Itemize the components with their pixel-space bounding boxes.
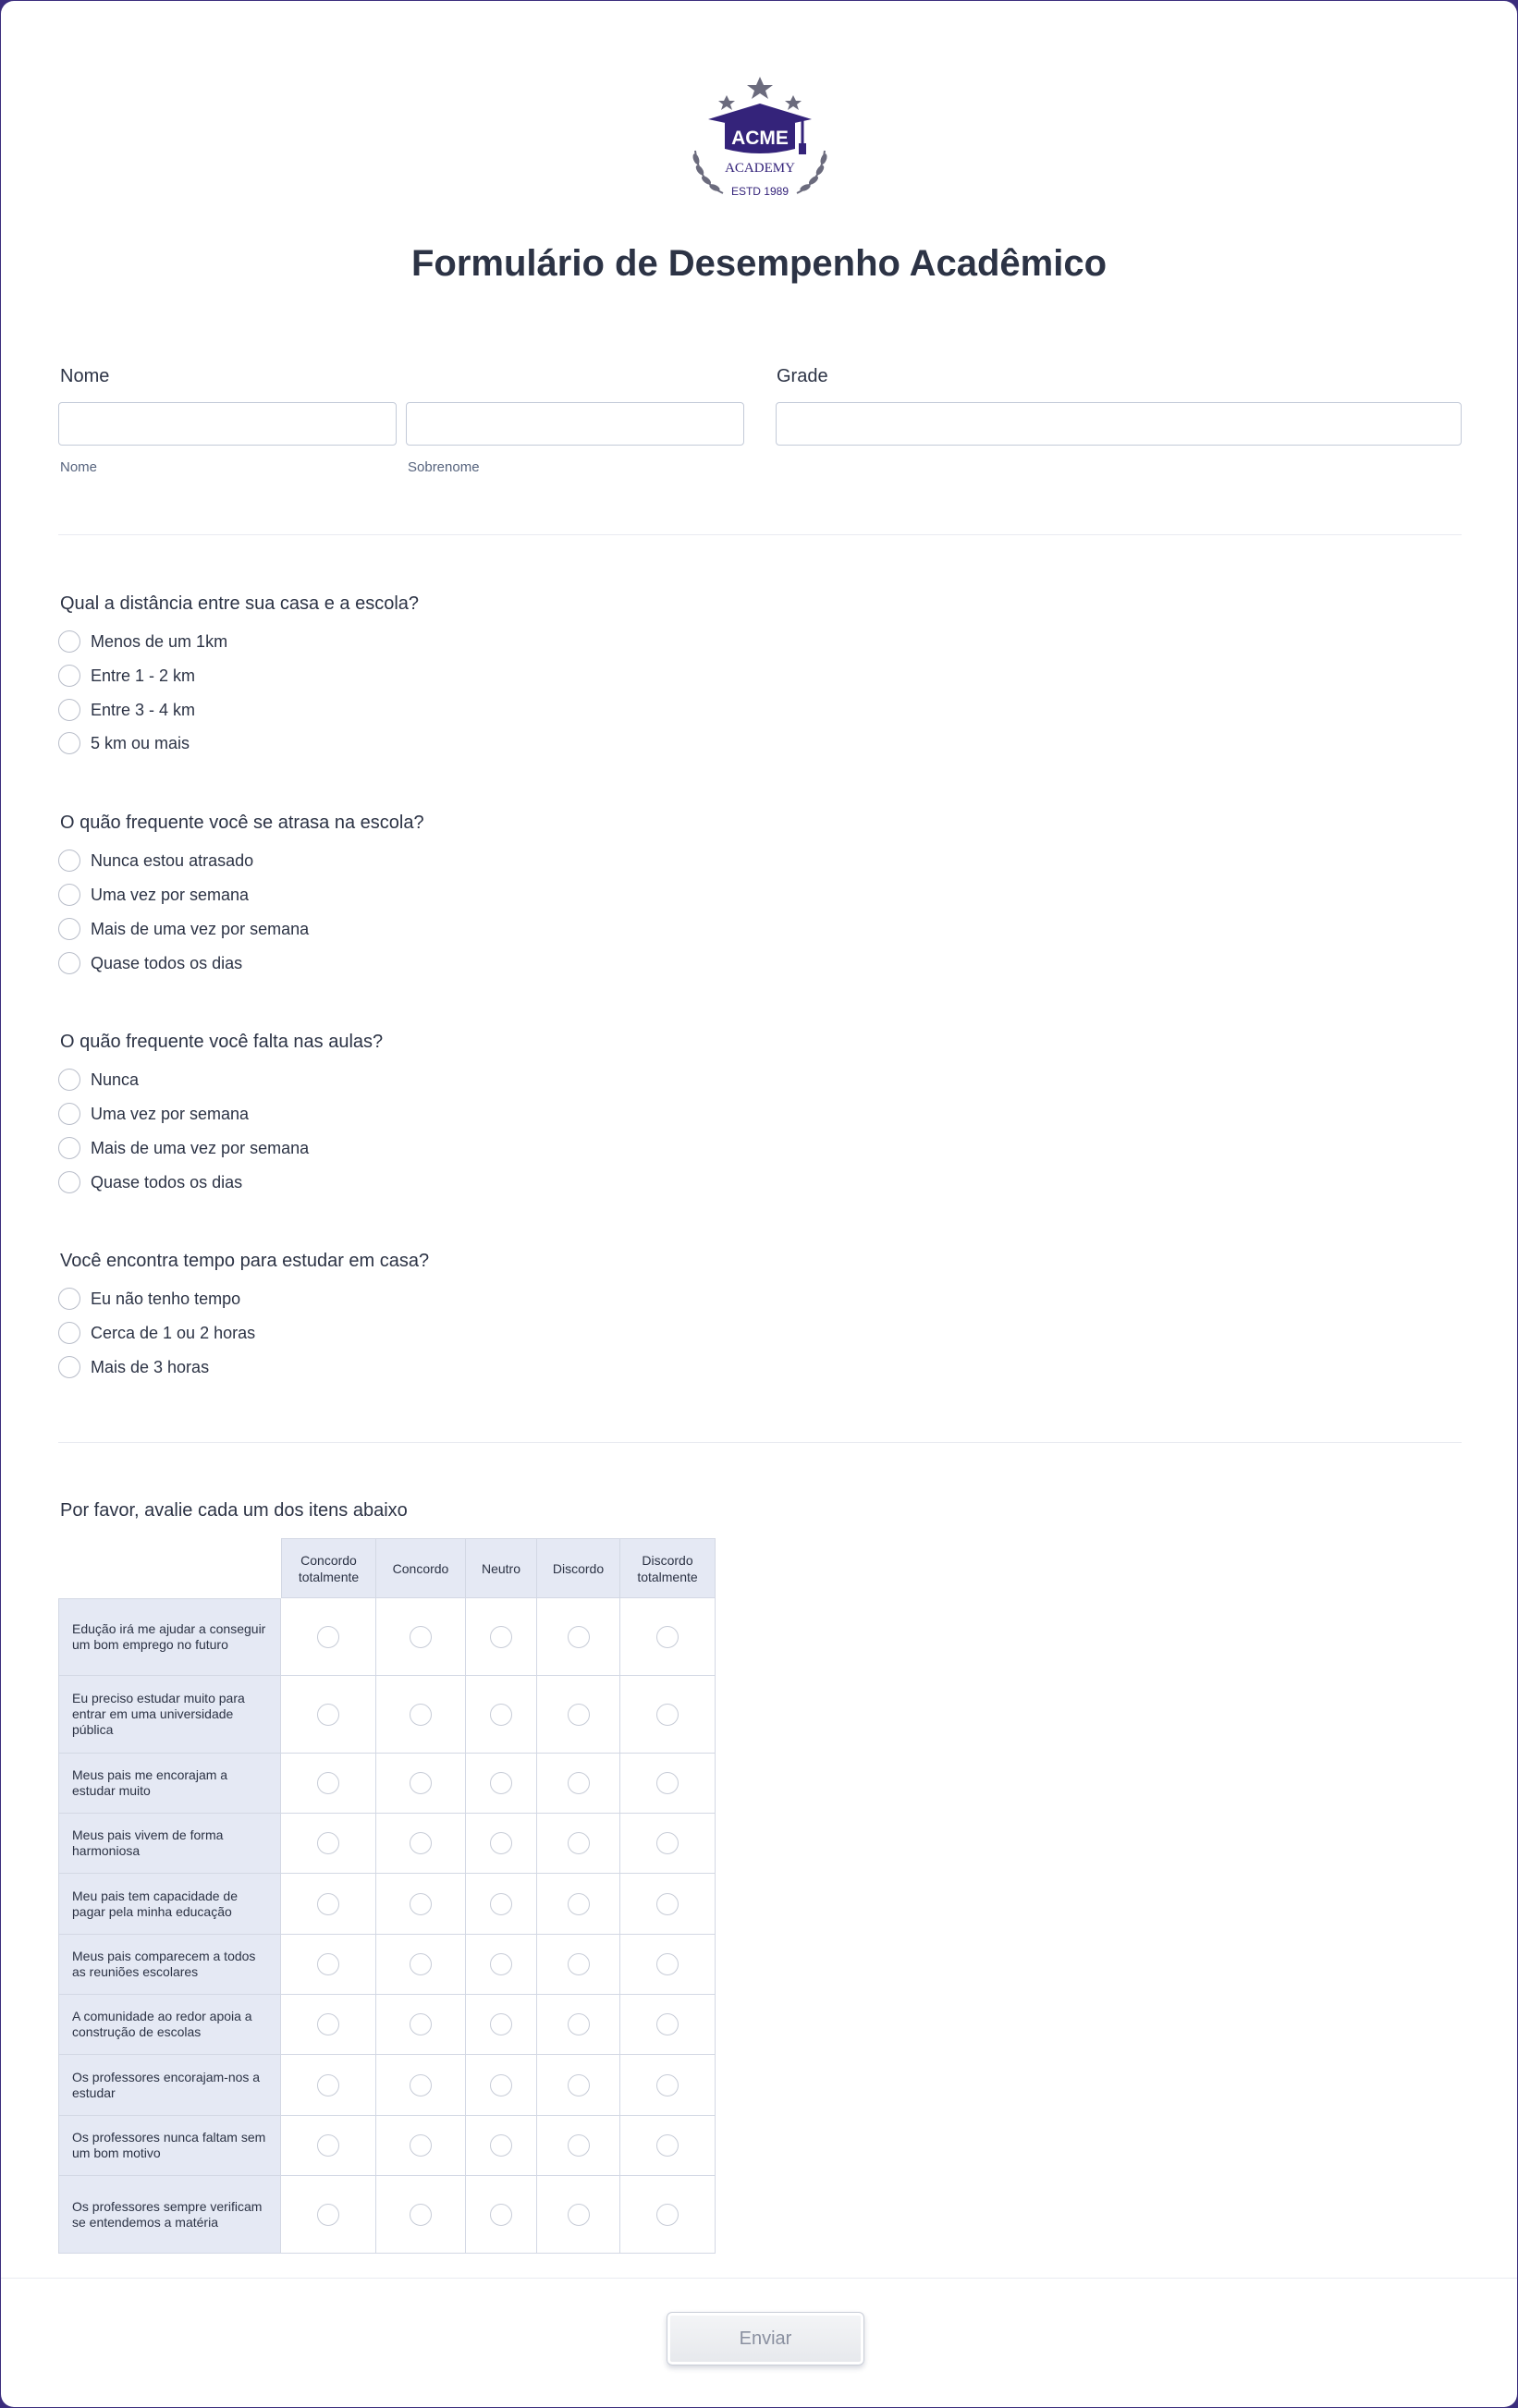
- footer-divider: [1, 2278, 1517, 2279]
- matrix-radio-button[interactable]: [317, 2074, 339, 2096]
- logo-brand: ACME: [731, 128, 789, 149]
- matrix-cell[interactable]: [537, 1754, 620, 1814]
- matrix-cell[interactable]: [466, 1676, 537, 1754]
- logo-name: ACADEMY: [725, 161, 795, 176]
- matrix-cell[interactable]: [620, 2176, 716, 2254]
- matrix-cell[interactable]: [466, 1874, 537, 1935]
- radio-button[interactable]: [58, 1069, 80, 1091]
- matrix-radio-button[interactable]: [656, 1953, 679, 1975]
- matrix-row-text: Os professores sempre verificam se entendemos a matéria: [72, 2198, 263, 2230]
- matrix-radio-button[interactable]: [568, 2013, 590, 2035]
- matrix-radio-button[interactable]: [490, 2134, 512, 2157]
- matrix-radio-button[interactable]: [490, 1832, 512, 1854]
- radio-button[interactable]: [58, 1322, 80, 1344]
- matrix-radio-button[interactable]: [317, 1893, 339, 1915]
- matrix-cell[interactable]: [281, 1676, 376, 1754]
- section-divider: [58, 1442, 1462, 1443]
- matrix-row-text: Meus pais comparecem a todos as reuniões escolares: [72, 1949, 256, 1979]
- matrix-row-text: Meus pais vivem de forma harmoniosa: [72, 1827, 224, 1858]
- matrix-radio-button[interactable]: [656, 2013, 679, 2035]
- first-name-sublabel: Nome: [60, 459, 98, 475]
- matrix-radio-button[interactable]: [490, 2204, 512, 2226]
- matrix-row-label: [58, 1995, 281, 2055]
- matrix-cell[interactable]: [466, 1754, 537, 1814]
- matrix-cell[interactable]: [620, 2116, 716, 2176]
- matrix-radio-button[interactable]: [568, 1832, 590, 1854]
- matrix-column-header: Discordo: [537, 1538, 620, 1598]
- form-card: [1, 1, 1517, 2407]
- grade-input[interactable]: [776, 402, 1462, 446]
- matrix-column-header: Concordo: [376, 1538, 466, 1598]
- matrix-cell[interactable]: [620, 1995, 716, 2055]
- last-name-input[interactable]: [406, 402, 744, 446]
- matrix-row-label: [58, 2116, 281, 2176]
- logo-established: ESTD 1989: [730, 185, 790, 198]
- matrix-cell[interactable]: [376, 1995, 466, 2055]
- submit-button[interactable]: Enviar: [667, 2312, 864, 2365]
- first-name-input[interactable]: [58, 402, 397, 446]
- radio-button[interactable]: [58, 850, 80, 872]
- matrix-radio-button[interactable]: [568, 1626, 590, 1648]
- matrix-column-header: Concordo totalmente: [281, 1538, 376, 1598]
- option-item[interactable]: [58, 1136, 309, 1160]
- matrix-row-label: [58, 1754, 281, 1814]
- matrix-cell[interactable]: [281, 2116, 376, 2176]
- option-label: Menos de um 1km: [91, 631, 228, 651]
- option-item[interactable]: [58, 917, 309, 941]
- matrix-radio-button[interactable]: [410, 1893, 432, 1915]
- matrix-cell[interactable]: [537, 1598, 620, 1676]
- matrix-row-label: [58, 2055, 281, 2116]
- matrix-row-text: Os professores encorajam-nos a estudar: [72, 2069, 261, 2100]
- matrix-radio-button[interactable]: [568, 2134, 590, 2157]
- matrix-radio-button[interactable]: [317, 1832, 339, 1854]
- matrix-cell[interactable]: [620, 1676, 716, 1754]
- matrix-radio-button[interactable]: [490, 2074, 512, 2096]
- matrix-radio-button[interactable]: [410, 1953, 432, 1975]
- radio-button[interactable]: [58, 952, 80, 974]
- matrix-radio-button[interactable]: [568, 1953, 590, 1975]
- option-label: Cerca de 1 ou 2 horas: [91, 1323, 256, 1342]
- matrix-cell[interactable]: [620, 1935, 716, 1995]
- question-late: O quão frequente você se atrasa na escola?: [60, 813, 424, 833]
- question-absence: O quão frequente você falta nas aulas?: [60, 1032, 384, 1052]
- matrix-cell[interactable]: [537, 1814, 620, 1874]
- matrix-radio-button[interactable]: [568, 1704, 590, 1726]
- matrix-cell[interactable]: [620, 2055, 716, 2116]
- matrix-radio-button[interactable]: [317, 2134, 339, 2157]
- option-label: Nunca estou atrasado: [91, 850, 254, 870]
- matrix-row-label: [58, 1935, 281, 1995]
- matrix-row-text: Meu pais tem capacidade de pagar pela minha educação: [72, 1888, 238, 1919]
- matrix-column-header: Neutro: [466, 1538, 537, 1598]
- acme-academy-logo: [690, 73, 830, 204]
- matrix-radio-button[interactable]: [317, 2013, 339, 2035]
- matrix-cell[interactable]: [376, 1598, 466, 1676]
- matrix-cell[interactable]: [466, 1935, 537, 1995]
- radio-button[interactable]: [58, 732, 80, 754]
- matrix-radio-button[interactable]: [656, 2204, 679, 2226]
- grade-label: Grade: [777, 366, 828, 386]
- matrix-radio-button[interactable]: [656, 1832, 679, 1854]
- matrix-cell[interactable]: [620, 1814, 716, 1874]
- matrix-cell[interactable]: [466, 1814, 537, 1874]
- question-distance: Qual a distância entre sua casa e a escola?: [60, 593, 420, 614]
- option-item[interactable]: [58, 1068, 139, 1092]
- matrix-cell[interactable]: [281, 1754, 376, 1814]
- option-label: Mais de 3 horas: [91, 1357, 210, 1376]
- option-item[interactable]: [58, 849, 253, 873]
- matrix-row-text: Eu preciso estudar muito para entrar em uma universidade pública: [72, 1691, 245, 1737]
- option-item[interactable]: [58, 1102, 249, 1126]
- radio-button[interactable]: [58, 884, 80, 906]
- section-divider: [58, 534, 1462, 535]
- matrix-cell[interactable]: [466, 2116, 537, 2176]
- matrix-radio-button[interactable]: [656, 1704, 679, 1726]
- matrix-cell[interactable]: [466, 2176, 537, 2254]
- matrix-cell[interactable]: [537, 2176, 620, 2254]
- matrix-cell[interactable]: [376, 1676, 466, 1754]
- matrix-radio-button[interactable]: [490, 1704, 512, 1726]
- option-item[interactable]: [58, 951, 242, 975]
- matrix-row-label: [58, 1874, 281, 1935]
- matrix-row-text: Meus pais me encorajam a estudar muito: [72, 1767, 228, 1798]
- matrix-cell[interactable]: [537, 1676, 620, 1754]
- matrix-row-label: [58, 1814, 281, 1874]
- matrix-cell[interactable]: [537, 2055, 620, 2116]
- radio-button[interactable]: [58, 630, 80, 653]
- radio-button[interactable]: [58, 699, 80, 721]
- option-label: Entre 3 - 4 km: [91, 700, 196, 719]
- matrix-cell[interactable]: [281, 1814, 376, 1874]
- matrix-cell[interactable]: [281, 1598, 376, 1676]
- matrix-cell[interactable]: [620, 1754, 716, 1814]
- matrix-cell[interactable]: [281, 1874, 376, 1935]
- matrix-radio-button[interactable]: [317, 1626, 339, 1648]
- matrix-cell[interactable]: [376, 1814, 466, 1874]
- matrix-radio-button[interactable]: [656, 1772, 679, 1794]
- matrix-radio-button[interactable]: [568, 2204, 590, 2226]
- radio-button[interactable]: [58, 1356, 80, 1378]
- option-label: 5 km ou mais: [91, 733, 190, 752]
- matrix-row-label: [58, 1676, 281, 1754]
- option-label: Quase todos os dias: [91, 953, 243, 972]
- matrix-radio-button[interactable]: [656, 1626, 679, 1648]
- matrix-cell[interactable]: [537, 1874, 620, 1935]
- option-item[interactable]: [58, 1321, 255, 1345]
- option-label: Uma vez por semana: [91, 885, 250, 904]
- matrix-radio-button[interactable]: [410, 1626, 432, 1648]
- matrix-cell[interactable]: [281, 1935, 376, 1995]
- radio-button[interactable]: [58, 1137, 80, 1159]
- matrix-row-text: Edução irá me ajudar a conseguir um bom emprego no futuro: [72, 1621, 266, 1652]
- matrix-radio-button[interactable]: [317, 1953, 339, 1975]
- radio-button[interactable]: [58, 665, 80, 687]
- matrix-cell[interactable]: [537, 2116, 620, 2176]
- option-label: Entre 1 - 2 km: [91, 666, 196, 685]
- question-study-time: Você encontra tempo para estudar em casa?: [60, 1251, 430, 1271]
- matrix-radio-button[interactable]: [568, 1772, 590, 1794]
- matrix-radio-button[interactable]: [656, 1893, 679, 1915]
- matrix-question: Por favor, avalie cada um dos itens abaixo: [60, 1500, 408, 1521]
- matrix-radio-button[interactable]: [490, 1772, 512, 1794]
- matrix-row-label: [58, 2176, 281, 2254]
- option-label: Uma vez por semana: [91, 1104, 250, 1123]
- matrix-cell[interactable]: [376, 2116, 466, 2176]
- option-item[interactable]: [58, 883, 249, 907]
- matrix-row-text: A comunidade ao redor apoia a construção de escolas: [72, 2009, 252, 2039]
- matrix-cell[interactable]: [620, 1598, 716, 1676]
- matrix-radio-button[interactable]: [656, 2134, 679, 2157]
- radio-button[interactable]: [58, 918, 80, 940]
- last-name-sublabel: Sobrenome: [408, 459, 480, 475]
- matrix-cell[interactable]: [281, 1995, 376, 2055]
- matrix-radio-button[interactable]: [410, 2074, 432, 2096]
- matrix-radio-button[interactable]: [490, 1626, 512, 1648]
- matrix-cell[interactable]: [466, 1598, 537, 1676]
- option-item[interactable]: [58, 664, 195, 688]
- matrix-cell[interactable]: [376, 1935, 466, 1995]
- radio-button[interactable]: [58, 1288, 80, 1310]
- matrix-radio-button[interactable]: [317, 2204, 339, 2226]
- option-item[interactable]: [58, 1170, 242, 1194]
- option-label: Nunca: [91, 1070, 140, 1089]
- matrix-radio-button[interactable]: [490, 2013, 512, 2035]
- matrix-cell[interactable]: [620, 1874, 716, 1935]
- form-title: Formulário de Desempenho Acadêmico: [410, 243, 1108, 284]
- option-label: Quase todos os dias: [91, 1172, 243, 1192]
- matrix-radio-button[interactable]: [317, 1704, 339, 1726]
- matrix-cell[interactable]: [466, 2055, 537, 2116]
- matrix-cell[interactable]: [537, 1995, 620, 2055]
- matrix-radio-button[interactable]: [490, 1893, 512, 1915]
- option-item[interactable]: [58, 698, 195, 722]
- matrix-row-text: Os professores nunca faltam sem um bom motivo: [72, 2130, 266, 2160]
- matrix-cell[interactable]: [376, 1754, 466, 1814]
- matrix-cell[interactable]: [281, 2055, 376, 2116]
- matrix-cell[interactable]: [281, 2176, 376, 2254]
- matrix-cell[interactable]: [537, 1935, 620, 1995]
- matrix-radio-button[interactable]: [568, 1893, 590, 1915]
- matrix-radio-button[interactable]: [410, 2134, 432, 2157]
- matrix-cell[interactable]: [376, 1874, 466, 1935]
- matrix-cell[interactable]: [376, 2055, 466, 2116]
- name-label: Nome: [60, 366, 110, 386]
- matrix-radio-button[interactable]: [410, 1704, 432, 1726]
- matrix-radio-button[interactable]: [568, 2074, 590, 2096]
- matrix-radio-button[interactable]: [410, 1832, 432, 1854]
- matrix-radio-button[interactable]: [410, 1772, 432, 1794]
- option-label: Mais de uma vez por semana: [91, 1138, 310, 1157]
- matrix-column-header: Discordo totalmente: [620, 1538, 716, 1598]
- option-item[interactable]: [58, 1287, 240, 1311]
- matrix-radio-button[interactable]: [656, 2074, 679, 2096]
- matrix-cell[interactable]: [376, 2176, 466, 2254]
- matrix-radio-button[interactable]: [410, 2204, 432, 2226]
- option-label: Mais de uma vez por semana: [91, 919, 310, 938]
- matrix-radio-button[interactable]: [317, 1772, 339, 1794]
- option-item[interactable]: [58, 1355, 209, 1379]
- radio-button[interactable]: [58, 1103, 80, 1125]
- radio-button[interactable]: [58, 1171, 80, 1193]
- matrix-radio-button[interactable]: [490, 1953, 512, 1975]
- matrix-row-label: [58, 1598, 281, 1676]
- matrix-radio-button[interactable]: [410, 2013, 432, 2035]
- option-item[interactable]: [58, 731, 190, 755]
- option-item[interactable]: [58, 630, 227, 654]
- option-label: Eu não tenho tempo: [91, 1289, 241, 1308]
- matrix-cell[interactable]: [466, 1995, 537, 2055]
